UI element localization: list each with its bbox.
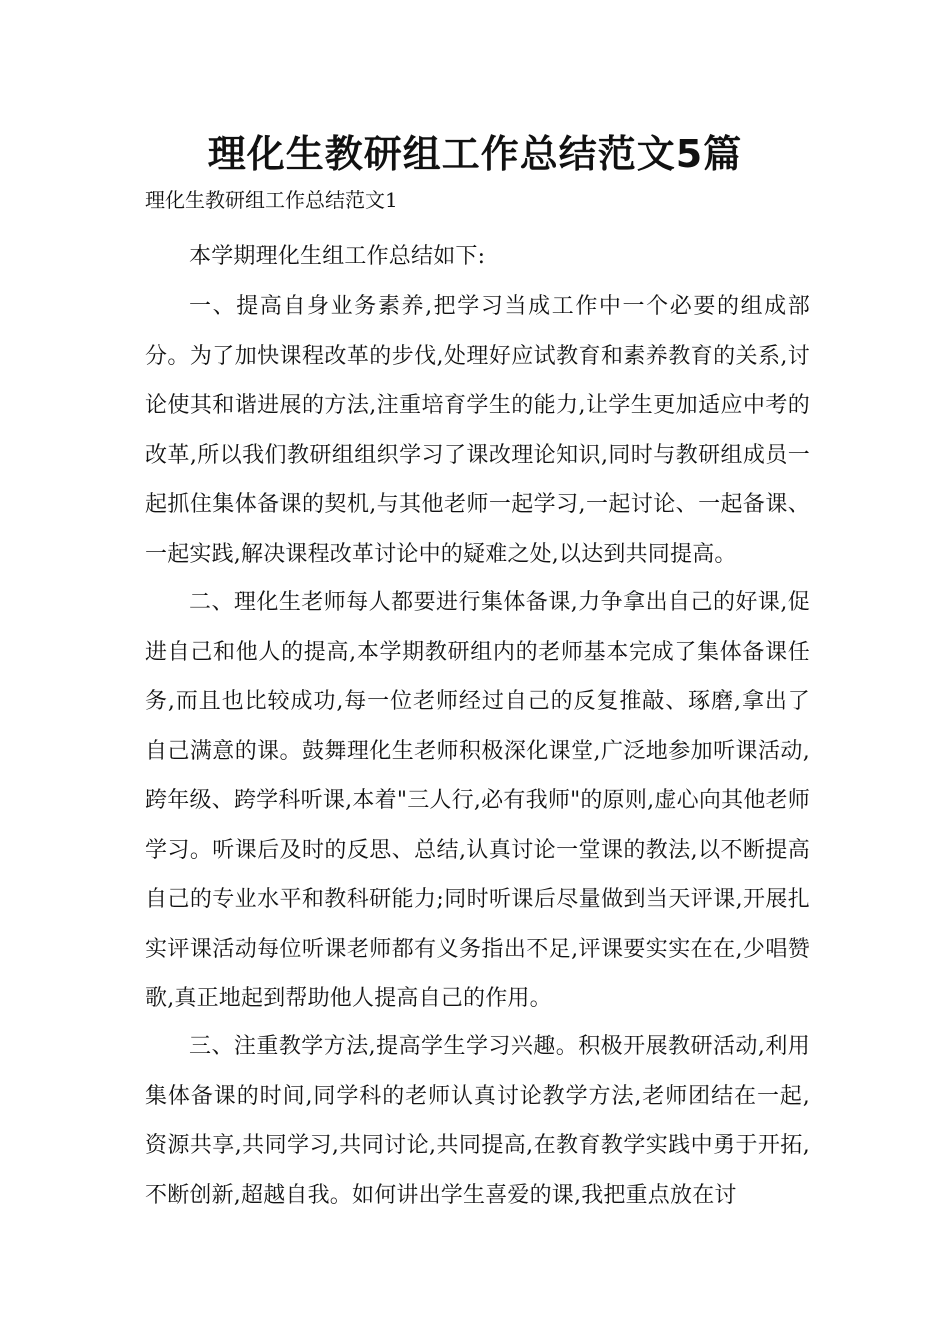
document-title: 理化生教研组工作总结范文5篇 <box>207 132 743 176</box>
document-subtitle: 理化生教研组工作总结范文1 <box>145 188 398 212</box>
paragraph-section-3: 三、注重教学方法,提高学生学习兴趣。积极开展教研活动,利用集体备课的时间,同学科的老师认真讨论教学方法,老师团结在一起,资源共享,共同学习,共同讨论,共同提高,在教育教学实践中勇于开拓,不断创新,超越自我。如何讲出学生喜爱的课,我把重点放在讨 <box>145 1034 810 1208</box>
paragraph-section-2: 二、理化生老师每人都要进行集体备课,力争拿出自己的好课,促进自己和他人的提高,本学期教研组内的老师基本完成了集体备课任务,而且也比较成功,每一位老师经过自己的反复推敲、琢磨,拿出了自己满意的课。鼓舞理化生老师积极深化课堂,广泛地参加听课活动,跨年级、跨学科听课,本着"三人行,必有我师"的原则,虚心向其他老师学习。听课后及时的反思、总结,认真讨论一堂课的教法,以不断提高自己的专业水平和教科研能力;同时听课后尽量做到当天评课,开展扎实评课活动每位听课老师都有义务指出不足,评课要实实在在,少唱赞歌,真正地起到帮助他人提高自己的作用。 <box>145 590 810 1011</box>
paragraph-intro: 本学期理化生组工作总结如下: <box>189 244 486 269</box>
paragraph-section-1: 一、提高自身业务素养,把学习当成工作中一个必要的组成部分。为了加快课程改革的步伐,处理好应试教育和素养教育的关系,讨论使其和谐进展的方法,注重培育学生的能力,让学生更加适应中考的改革,所以我们教研组组织学习了课改理论知识,同时与教研组成员一起抓住集体备课的契机,与其他老师一起学习,一起讨论、一起备课、一起实践,解决课程改革讨论中的疑难之处,以达到共同提高。 <box>145 294 810 567</box>
